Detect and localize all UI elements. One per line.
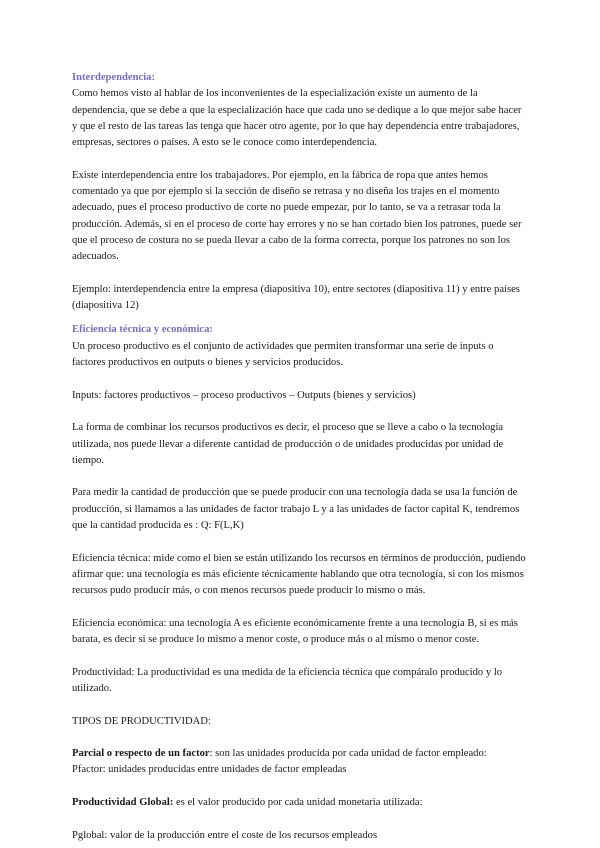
section-title-tipos: TIPOS DE PRODUCTIVIDAD: bbox=[72, 715, 211, 727]
paragraph: Existe interdependencia entre los trabajadores. Por ejemplo, en la fábrica de ropa que antes hemos comentado ya que por ejemplo si la sección de diseño se retrasa y no diseña los trajes en el momento adecuado, pues el proceso productivo de corte no puede empezar, por lo tanto, se va a retrasar toda la producción. Además, si en el proceso de corte hay errores y no se han cortado bien los patrones, puede ser que el proceso de costura no se pueda llevar a cabo de la forma correcta, porque los patrones no son los adecuados. bbox=[72, 169, 522, 263]
paragraph-pglobal: Pglobal: valor de la producción entre el coste de los recursos empleados bbox=[72, 829, 378, 841]
paragraph: Para medir la cantidad de producción que se puede producir con una tecnología dada se usa la función de producción, si llamamos a las unidades de factor trabajo L y a las unidades de factor capital K, tendremos que la cantidad producida es : Q: F(L,K) bbox=[72, 487, 520, 532]
paragraph: La forma de combinar los recursos productivos es decir, el proceso que se lleve a cabo o la tecnología utilizada, nos puede llevar a diferente cantidad de producción o de unidades producidas por unidad de tiempo. bbox=[72, 422, 504, 466]
paragraph-parcial bbox=[72, 746, 528, 762]
paragraph: Un proceso productivo es el conjunto de actividades que permiten transformar una serie de inputs o factores productivos en outputs o bienes y servicios producidos. bbox=[72, 340, 494, 369]
paragraph: Productividad: La productividad es una medida de la eficiencia técnica que compáralo producido y lo utilizado. bbox=[72, 666, 503, 694]
paragraph-global bbox=[72, 795, 528, 811]
label-global: Productividad Global: bbox=[72, 797, 174, 809]
paragraph-pfactor: Pfactor: unidades producidas entre unidades de factor empleadas bbox=[72, 764, 347, 776]
heading-interdependencia: Interdependencia: bbox=[72, 72, 155, 83]
paragraph: Ejemplo: interdependencia entre la empresa (diapositiva 10), entre sectores (diapositiva 11) y entre países (diapositiva 12) bbox=[72, 283, 520, 312]
paragraph: Como hemos visto al hablar de los inconvenientes de la especialización existe un aumento de la dependencia, que se debe a que la especialización hace que cada uno se dedique a lo que mejor sabe hacer y que el resto de las tareas las tenga que hacer otro agente, por lo que hay dependencia entre trabajadores, empresas, sectores o países. A esto se le conoce como interdependencia. bbox=[72, 88, 522, 149]
paragraph: Eficiencia económica: una tecnología A es eficiente económicamente frente a una tecnología B, si es más barata, es decir si se produce lo mismo a menor coste, o produce más o al mismo o menor coste. bbox=[72, 617, 518, 646]
label-parcial: Parcial o respecto de un factor bbox=[72, 748, 210, 760]
text-global: es el valor producido por cada unidad monetaria utilizada: bbox=[173, 797, 423, 809]
text-parcial: : son las unidades producida por cada unidad de factor empleado: bbox=[209, 748, 487, 760]
paragraph: Eficiencia técnica: mide como el bien se están utilizando los recursos en términos de producción, pudiendo afirmar que: una tecnología es más eficiente técnicamente hablando que otra tecnología, si con los mismos recursos pudo producir más, o con menos recursos puede producir lo mismo o más. bbox=[72, 552, 526, 597]
paragraph: Inputs: factores productivos – proceso productivos – Outputs (bienes y servicios) bbox=[72, 389, 416, 401]
heading-eficiencia: Eficiencia técnica y económica: bbox=[72, 324, 213, 336]
